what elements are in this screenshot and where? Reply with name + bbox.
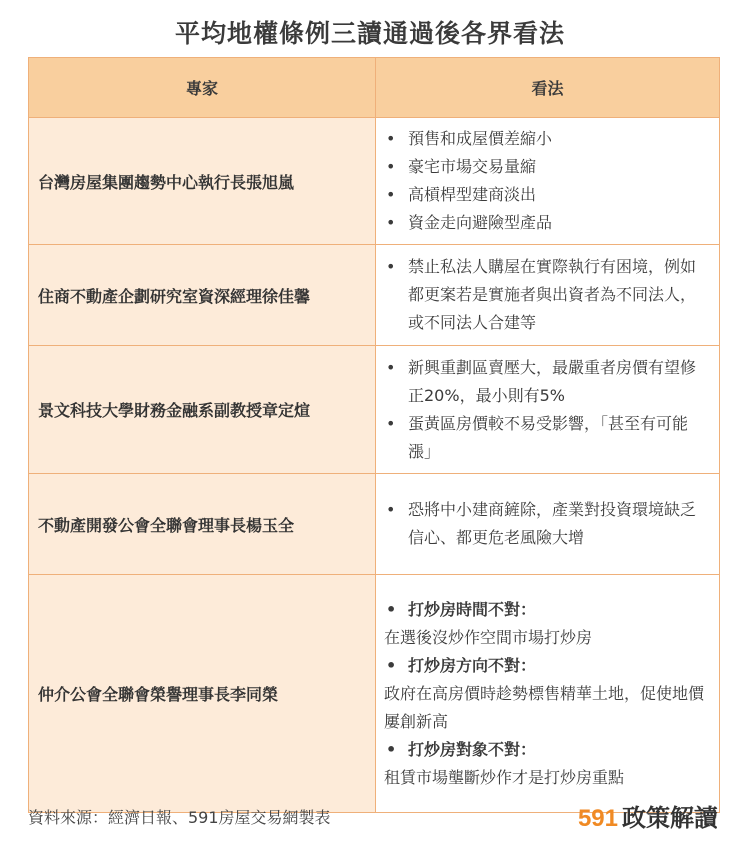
- view-list: [384, 736, 711, 764]
- opinions-table: [28, 57, 720, 813]
- list-item: • 打炒房方向不對：: [384, 652, 711, 680]
- bullet-icon: •: [386, 357, 396, 377]
- expert-name: 景文科技大學財務金融系副教授章定煊: [29, 346, 376, 474]
- list-item: • 打炒房時間不對：: [384, 596, 711, 624]
- section-body: 租賃市場壟斷炒作才是打炒房重點: [384, 767, 625, 787]
- table-row: [29, 575, 720, 813]
- list-item: • 預售和成屋價差縮小: [384, 125, 711, 153]
- view-cell: [376, 245, 720, 346]
- expert-name: 不動產開發公會全聯會理事長楊玉全: [29, 474, 376, 575]
- brand-number: 591: [577, 805, 618, 832]
- header-view: 看法: [376, 58, 720, 118]
- list-item: • 資金走向避險型產品: [384, 209, 711, 237]
- view-cell: [376, 575, 720, 813]
- bullet-icon: •: [386, 739, 397, 759]
- expert-name: 住商不動產企劃研究室資深經理徐佳馨: [29, 245, 376, 346]
- bullet-icon: •: [386, 500, 396, 519]
- view-cell: [376, 118, 720, 245]
- bullet-icon: •: [386, 413, 396, 433]
- view-list: [384, 125, 711, 237]
- list-item: • 蛋黃區房價較不易受影響，「甚至有可能漲」: [384, 410, 711, 466]
- bullet-icon: •: [386, 213, 396, 232]
- table-row: [29, 474, 720, 575]
- view-list: [384, 354, 711, 466]
- view-list: [384, 596, 711, 624]
- list-item: • 豪宅市場交易量縮: [384, 153, 711, 181]
- bullet-icon: •: [386, 655, 397, 675]
- table-row: [29, 245, 720, 346]
- bullet-icon: •: [386, 257, 396, 276]
- list-item: • 打炒房對象不對：: [384, 736, 711, 764]
- table-row: [29, 346, 720, 474]
- section-body: 政府在高房價時趁勢標售精華土地，促使地價屢創新高: [384, 683, 705, 731]
- expert-name: 台灣房屋集團趨勢中心執行長張旭嵐: [29, 118, 376, 245]
- expert-name: 仲介公會全聯會榮譽理事長李同榮: [29, 575, 376, 813]
- list-item: • 恐將中小建商鏟除，產業對投資環境缺乏信心、都更危老風險大增: [384, 496, 711, 552]
- list-item: • 高槓桿型建商淡出: [384, 181, 711, 209]
- brand-logo: [578, 798, 718, 833]
- view-list: [384, 496, 711, 552]
- view-list: [384, 652, 711, 680]
- bullet-icon: •: [386, 129, 396, 148]
- list-item: • 新興重劃區賣壓大，最嚴重者房價有望修正20%，最小則有5%: [384, 354, 711, 410]
- table-header-row: [29, 58, 720, 118]
- source-note: 資料來源：經濟日報、591房屋交易網製表: [28, 808, 331, 827]
- table-row: [29, 118, 720, 245]
- header-expert: 專家: [29, 58, 376, 118]
- list-item: • 禁止私法人購屋在實際執行有困境，例如都更案若是實施者與出資者為不同法人，或不同法人合建等: [384, 253, 711, 337]
- bullet-icon: •: [386, 185, 396, 204]
- view-cell: [376, 346, 720, 474]
- page-title: 平均地權條例三讀通過後各界看法: [174, 19, 565, 48]
- section-body: 在選後沒炒作空間市場打炒房: [384, 627, 593, 647]
- brand-text: 政策解讀: [622, 804, 718, 832]
- bullet-icon: •: [386, 599, 397, 619]
- view-cell: [376, 474, 720, 575]
- bullet-icon: •: [386, 157, 396, 176]
- view-list: [384, 253, 711, 337]
